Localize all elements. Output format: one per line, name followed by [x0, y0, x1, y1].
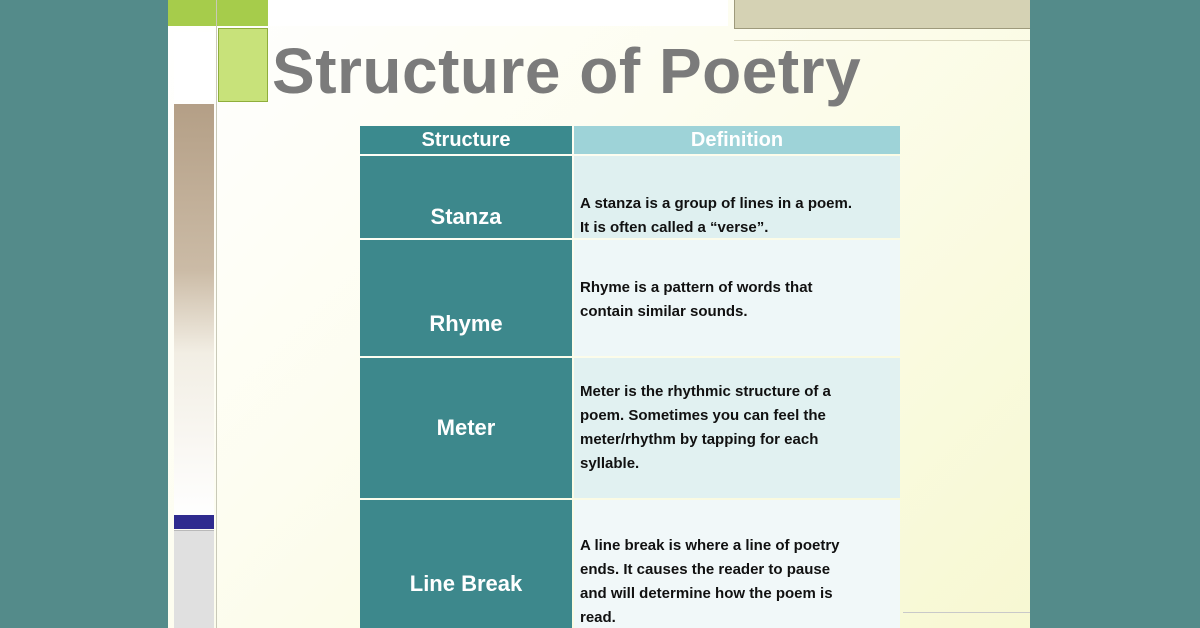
decor-vertical-line	[216, 0, 217, 628]
slide	[168, 0, 1030, 628]
table-row	[360, 156, 900, 238]
table-row	[360, 240, 900, 356]
left-decor-column	[174, 104, 214, 520]
tan-decor-block	[734, 0, 1030, 29]
header-definition: Definition	[574, 126, 900, 154]
grey-decor-block	[174, 530, 214, 628]
term-cell	[360, 358, 572, 498]
term-label: Meter	[436, 415, 496, 440]
definition-cell: Rhyme is a pattern of words that contain similar sounds.	[574, 240, 900, 356]
table-row	[360, 358, 900, 498]
term-cell	[360, 240, 572, 356]
definition-cell: A stanza is a group of lines in a poem. It is often called a “verse”.	[574, 156, 900, 238]
definition-cell: A line break is where a line of poetry ends. It causes the reader to pause and will determine how the poem is read.	[574, 500, 900, 628]
term-label: Line Break	[409, 571, 523, 596]
green-decor-block	[168, 0, 268, 26]
page-title: Structure of Poetry	[272, 35, 862, 107]
term-cell	[360, 156, 572, 238]
lime-decor-block	[218, 28, 268, 102]
table-header	[360, 126, 900, 154]
table-row	[360, 500, 900, 628]
structure-table	[360, 126, 900, 628]
white-decor-block	[174, 32, 214, 100]
header-structure: Structure	[360, 126, 572, 154]
term-label: Rhyme	[429, 311, 503, 336]
definition-cell: Meter is the rhythmic structure of a poem. Sometimes you can feel the meter/rhythm by tapping for each syllable.	[574, 358, 900, 498]
term-cell	[360, 500, 572, 628]
top-white-bar	[268, 0, 728, 26]
footer-rule	[903, 612, 1030, 613]
term-label: Stanza	[430, 204, 502, 229]
navy-decor-bar	[174, 515, 214, 529]
